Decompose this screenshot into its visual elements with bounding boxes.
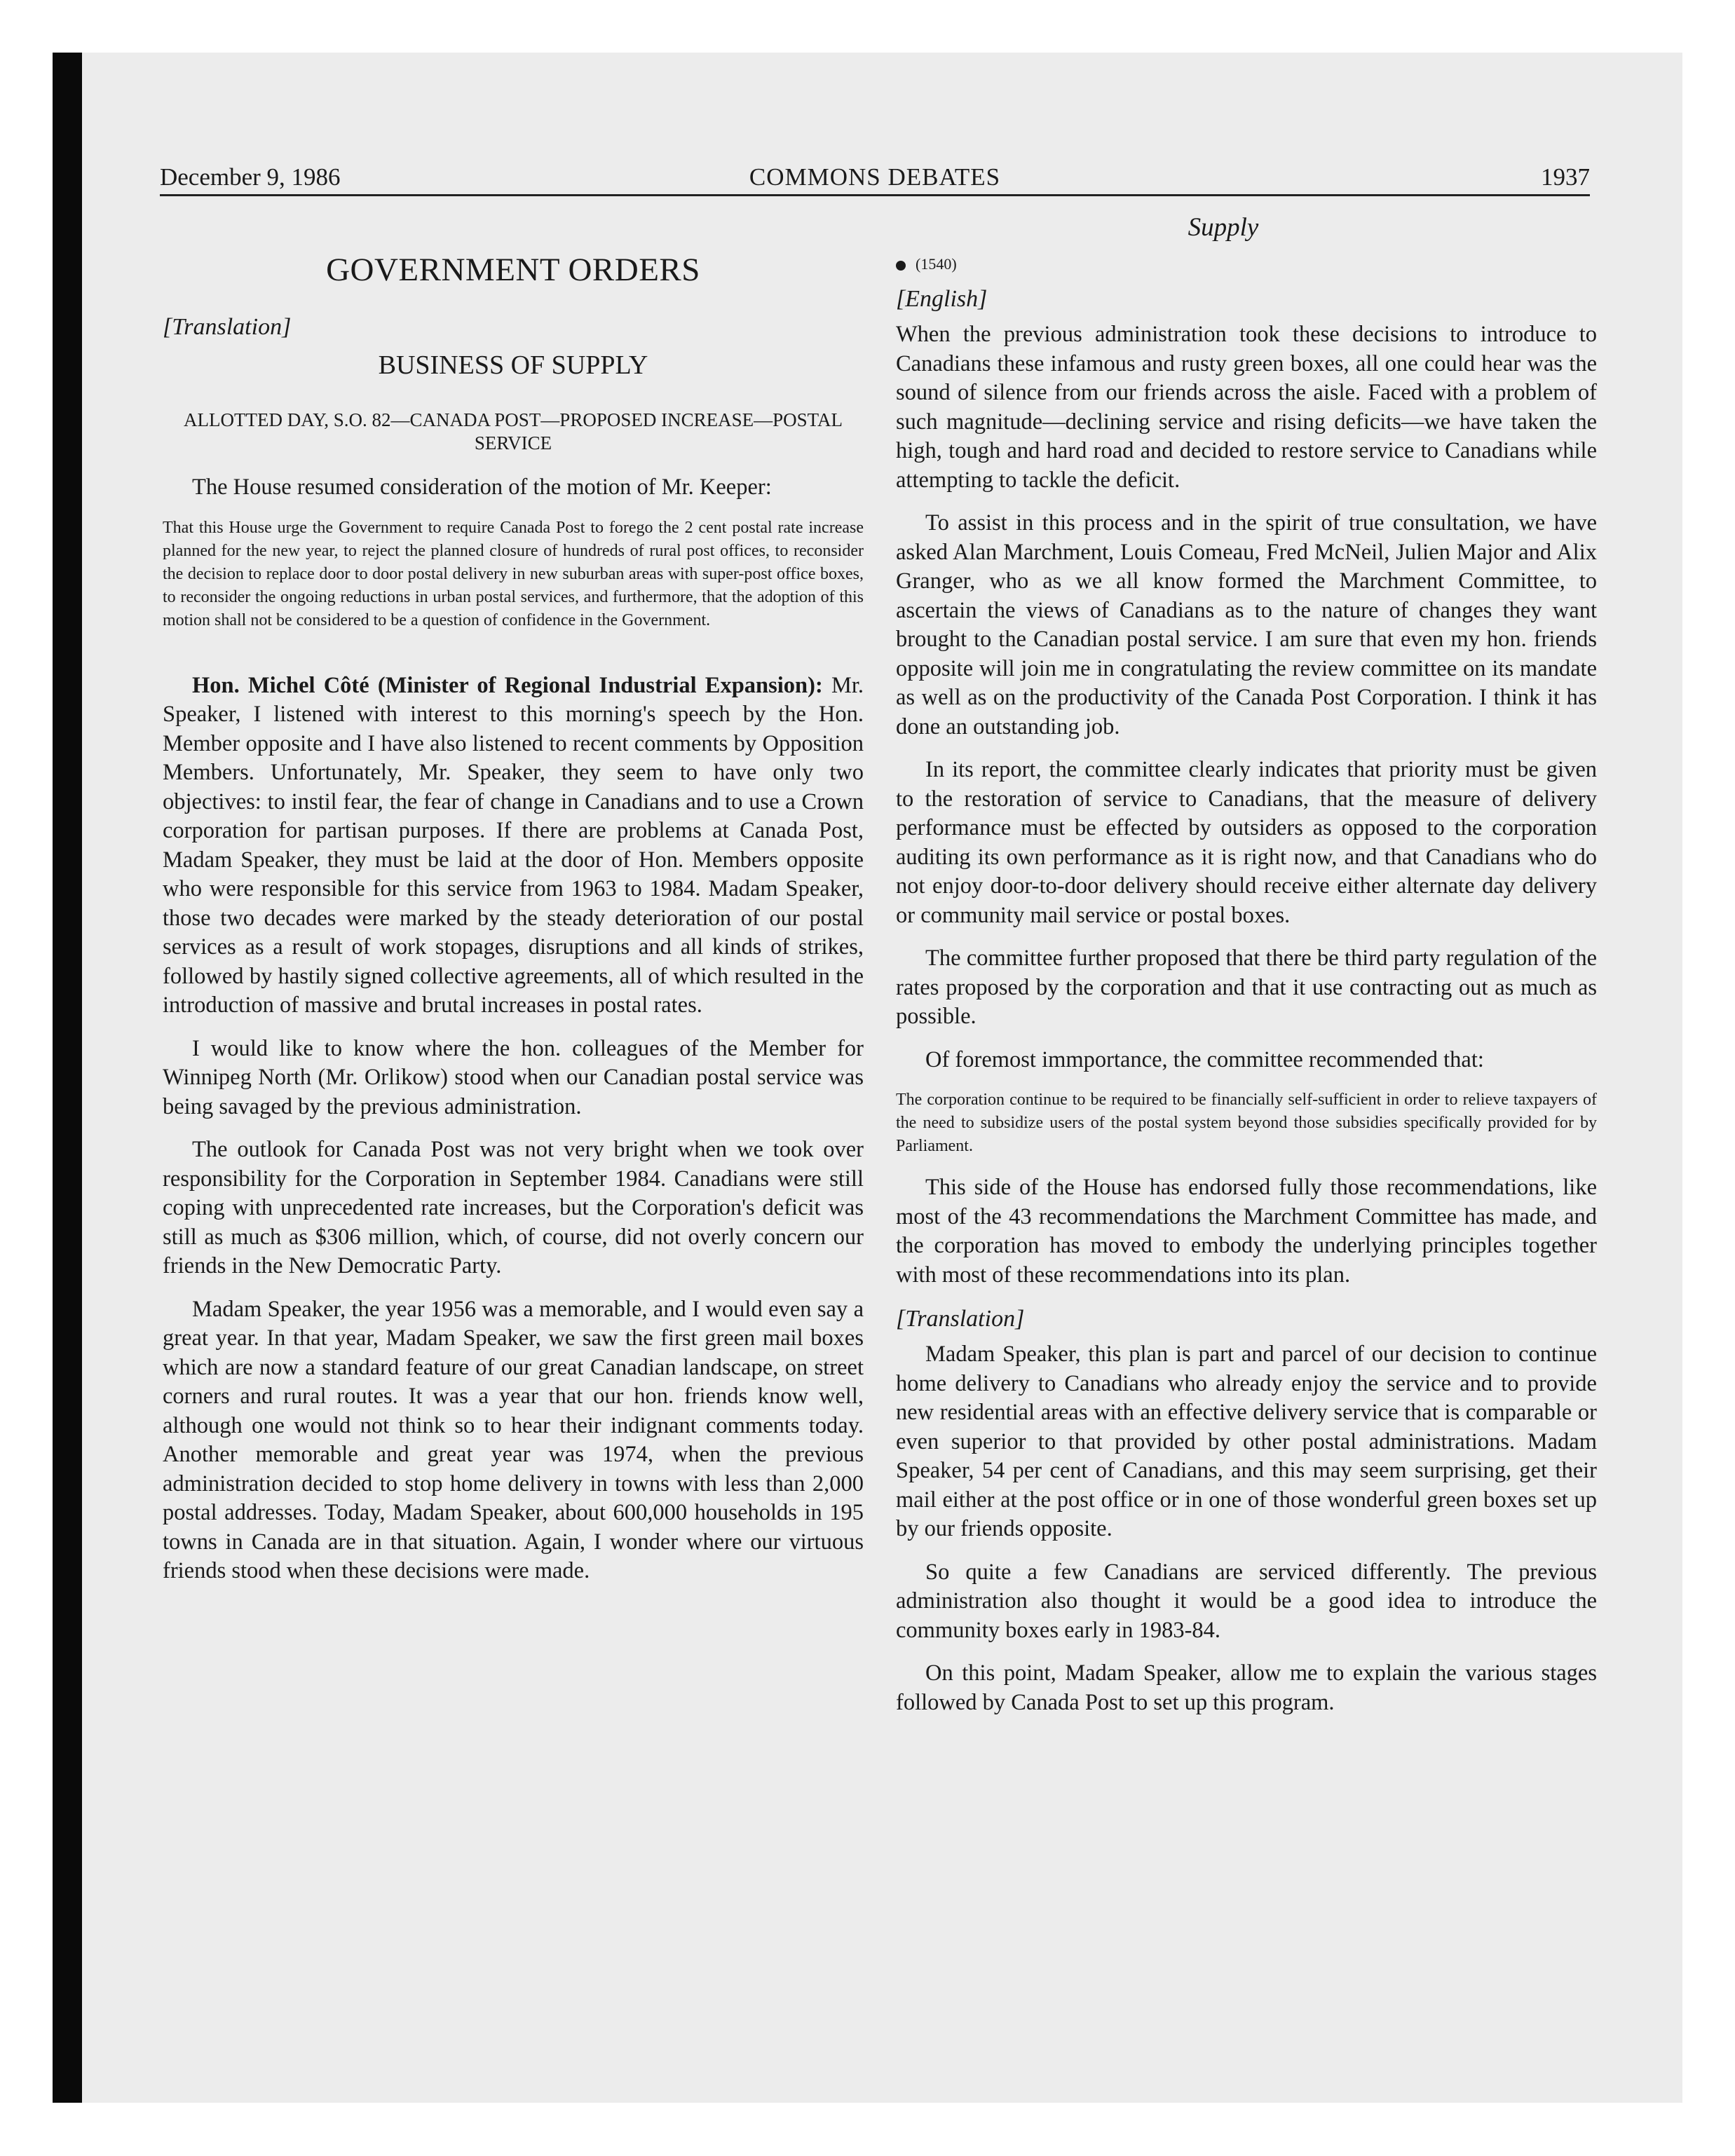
recommendation-quote: The corporation continue to be required to be financially self-sufficient in order to relieve taxpayers of the need to subsidize users of the postal system beyond those subsidies specifically provided for by Parliament. — [896, 1091, 1597, 1155]
translation-label: [Translation] — [896, 1306, 1025, 1332]
speech-text: Mr. Speaker, I listened with interest to this morning's speech by the Hon. Member opposite and I have also listened to recent comments by Opposition Members. Unfortunately, Mr. Speaker, they seem to have only two objectives: to instil fear, the fear of change in Canadians and to use a Crown corporation for partisan purposes. If there are problems at Canada Post, Madam Speaker, they must be laid at the door of Hon. Members opposite who were responsible for this service from 1963 to 1984. Madam Speaker, those two decades were marked by the steady deterioration of our postal services as a result of work stopages, disruptions and all kinds of strikes, followed by hastily signed collective agreements, all of which resulted in the introduction of massive and brutal increases in postal rates. — [163, 672, 864, 1018]
paragraph: In its report, the committee clearly indicates that priority must be given to the restoration of service to Canadians, that the measure of delivery performance must be effected by outsiders as opposed to the corporation auditing its own performance as it is right now, and that Canadians who do not enjoy door-to-door delivery should receive either alternate day delivery or community mail service or postal boxes. — [896, 757, 1597, 928]
bullet-icon — [896, 261, 906, 271]
page-header — [160, 160, 1590, 195]
paragraph: So quite a few Canadians are serviced differently. The previous administration also thought it would be a good idea to introduce the community boxes early in 1983-84. — [896, 1559, 1597, 1643]
header-rule — [160, 194, 1590, 196]
header-page-number: 1937 — [1541, 163, 1590, 191]
header-publication: COMMONS DEBATES — [749, 163, 1001, 191]
right-column — [896, 249, 1597, 1731]
paragraph: This side of the House has endorsed fully those recommendations, like most of the 43 recommendations the Marchment Committee has made, and the corporation has moved to embody the underlying principles together with most of these recommendations into its plan. — [896, 1175, 1597, 1288]
paragraph: Madam Speaker, the year 1956 was a memorable, and I would even say a great year. In that year, Madam Speaker, we saw the first green mail boxes which are now a standard feature of our great Canadian landscape, on street corners and rural routes. It was a year that our hon. friends know well, although one would not think so to hear their indignant comments today. Another memorable and great year was 1974, when the previous administration decided to stop home delivery in towns with less than 2,000 postal addresses. Today, Madam Speaker, about 600,000 households in 195 towns in Canada are in that situation. Again, I wonder where our virtuous friends stood when these decisions were made. — [163, 1296, 864, 1583]
scan-edge-shadow — [53, 53, 82, 2103]
timestamp-text: (1540) — [916, 255, 957, 273]
speaker-name: Hon. Michel Côté (Minister of Regional Industrial Expansion): — [192, 672, 823, 698]
allotted-day-heading: ALLOTTED DAY, S.O. 82—CANADA POST—PROPOSED INCREASE—POSTAL SERVICE — [184, 409, 843, 453]
paragraph: Of foremost immportance, the committee recommended that: — [925, 1046, 1484, 1072]
motion-text: That this House urge the Government to require Canada Post to forego the 2 cent postal rate increase planned for the new year, to reject the planned closure of hundreds of rural post offices, to reconsider the decision to replace door to door postal delivery in new suburban areas with super-post office boxes, to reconsider the ongoing reductions in urban postal services, and furthermore, that the adoption of this motion shall not be considered to be a question of confidence in the Government. — [163, 518, 864, 629]
header-date: December 9, 1986 — [160, 163, 341, 191]
timestamp — [896, 249, 1597, 280]
paragraph: When the previous administration took these decisions to introduce to Canadians these infamous and rusty green boxes, all one could hear was the sound of silence from our friends across the aisle. Faced with a problem of such magnitude—declining service and rising deficits—we have taken the high, tough and hard road and decided to restore service to Canadians while attempting to tackle the deficit. — [896, 322, 1597, 493]
paragraph: On this point, Madam Speaker, allow me to explain the various stages followed by Canada Post to set up this program. — [896, 1660, 1597, 1715]
paragraph: To assist in this process and in the spirit of true consultation, we have asked Alan Marchment, Louis Comeau, Fred McNeil, Julien Major and Alix Granger, who as we all know formed the Marchment Committee, to ascertain the views of Canadians as to the nature of changes they want brought to the Canadian postal service. I am sure that even my hon. friends opposite will join me in congratulating the review committee on its mandate as well as on the productivity of the Canada Post Corporation. I think it has done an outstanding job. — [896, 510, 1597, 739]
section-title: GOVERNMENT ORDERS — [326, 252, 700, 288]
paragraph: I would like to know where the hon. colleagues of the Member for Winnipeg North (Mr. Orlikow) stood when our Canadian postal service was being savaged by the previous administration. — [163, 1035, 864, 1119]
resumed-paragraph: The House resumed consideration of the motion of Mr. Keeper: — [192, 475, 772, 500]
speech-paragraph — [163, 671, 864, 1021]
paragraph: The outlook for Canada Post was not very bright when we took over responsibility for the Corporation in September 1984. Canadians were still coping with unprecedented rate increases, but the Corporation's deficit was still as much as $306 million, which, of course, did not overly concern our friends in the New Democratic Party. — [163, 1137, 864, 1278]
subsection-title: BUSINESS OF SUPPLY — [378, 350, 648, 380]
paragraph: Madam Speaker, this plan is part and parcel of our decision to continue home delivery to Canadians who already enjoy the service and to provide new residential areas with an effective delivery service that is comparable or even superior to that provided by other postal administrations. Madam Speaker, 54 per cent of Canadians, and this may seem surprising, get their mail either at the post office or in one of those wonderful green boxes set up by our friends opposite. — [896, 1342, 1597, 1541]
left-column — [163, 249, 864, 1600]
running-head: Supply — [1188, 213, 1259, 242]
english-label: [English] — [896, 286, 988, 312]
translation-label: [Translation] — [163, 314, 292, 340]
paragraph: The committee further proposed that there be third party regulation of the rates proposed by the corporation and that it use contracting out as much as possible. — [896, 946, 1597, 1029]
